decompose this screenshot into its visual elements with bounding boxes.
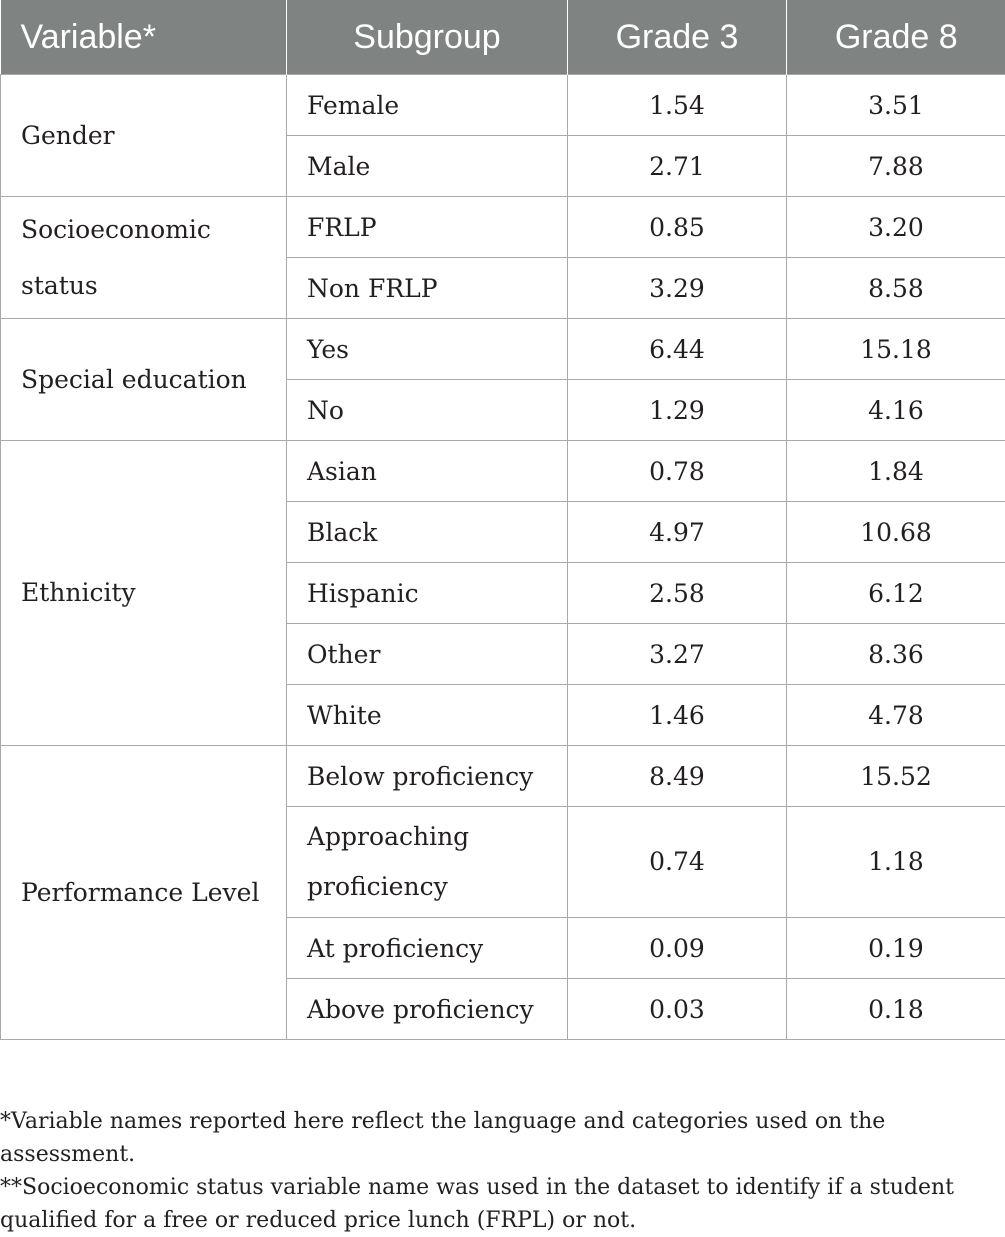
subgroup-cell: At proficiency	[287, 918, 568, 979]
grade3-cell: 1.29	[568, 380, 787, 441]
grade3-cell: 3.27	[568, 624, 787, 685]
grade8-cell: 0.18	[787, 979, 1005, 1040]
table-row	[1, 319, 1005, 380]
grade3-cell: 1.54	[568, 75, 787, 136]
header-subgroup: Subgroup	[287, 0, 568, 75]
variable-line-2: status	[21, 271, 98, 300]
grade3-cell: 0.74	[568, 807, 787, 918]
footnote-1: *Variable names reported here reflect the language and categories used on the assessment.	[0, 1105, 1005, 1171]
table-body	[1, 75, 1005, 1040]
subgroup-cell: Female	[287, 75, 568, 136]
subgroup-cell: FRLP	[287, 197, 568, 258]
subgroup-cell: White	[287, 685, 568, 746]
subgroup-cell: Yes	[287, 319, 568, 380]
subgroup-cell: Male	[287, 136, 568, 197]
table-row	[1, 75, 1005, 136]
grade3-cell: 0.03	[568, 979, 787, 1040]
variable-cell: Special education	[1, 319, 287, 441]
grade3-cell: 4.97	[568, 502, 787, 563]
subgroup-cell: Below proficiency	[287, 746, 568, 807]
header-grade8: Grade 8	[787, 0, 1005, 75]
grade8-cell: 7.88	[787, 136, 1005, 197]
grade3-cell: 2.71	[568, 136, 787, 197]
table-row	[1, 746, 1005, 807]
grade3-cell: 6.44	[568, 319, 787, 380]
grade8-cell: 8.36	[787, 624, 1005, 685]
grade3-cell: 3.29	[568, 258, 787, 319]
grade8-cell: 4.16	[787, 380, 1005, 441]
variable-cell: Performance Level	[1, 746, 287, 1040]
subgroup-cell: No	[287, 380, 568, 441]
grade3-cell: 0.78	[568, 441, 787, 502]
subgroup-cell: Hispanic	[287, 563, 568, 624]
grade3-cell: 2.58	[568, 563, 787, 624]
grade8-cell: 1.84	[787, 441, 1005, 502]
grade8-cell: 1.18	[787, 807, 1005, 918]
subgroup-cell: Asian	[287, 441, 568, 502]
variable-cell	[1, 197, 287, 319]
grade8-cell: 4.78	[787, 685, 1005, 746]
header-row	[1, 0, 1005, 75]
grade8-cell: 10.68	[787, 502, 1005, 563]
variable-line-1: Socioeconomic	[21, 215, 211, 244]
subgroup-cell	[287, 807, 568, 918]
footnote-2: **Socioeconomic status variable name was used in the dataset to identify if a student qualified for a free or reduced price lunch (FRPL) or not.	[0, 1171, 1005, 1237]
grade8-cell: 15.52	[787, 746, 1005, 807]
header-grade3: Grade 3	[568, 0, 787, 75]
subgroup-line-1: Approaching	[307, 822, 469, 851]
grade3-cell: 8.49	[568, 746, 787, 807]
grade8-cell: 15.18	[787, 319, 1005, 380]
grade8-cell: 6.12	[787, 563, 1005, 624]
grade8-cell: 8.58	[787, 258, 1005, 319]
table-row	[1, 197, 1005, 258]
grade8-cell: 3.51	[787, 75, 1005, 136]
grade3-cell: 0.85	[568, 197, 787, 258]
variable-cell: Gender	[1, 75, 287, 197]
subgroup-cell: Above proficiency	[287, 979, 568, 1040]
grade3-cell: 1.46	[568, 685, 787, 746]
subgroup-line-2: proficiency	[307, 872, 448, 901]
table-row	[1, 441, 1005, 502]
grade8-cell: 3.20	[787, 197, 1005, 258]
variable-cell: Ethnicity	[1, 441, 287, 746]
subgroup-cell: Black	[287, 502, 568, 563]
grade3-cell: 0.09	[568, 918, 787, 979]
grade8-cell: 0.19	[787, 918, 1005, 979]
header-variable: Variable*	[1, 0, 287, 75]
table-header	[1, 0, 1005, 75]
subgroup-cell: Other	[287, 624, 568, 685]
subgroup-cell: Non FRLP	[287, 258, 568, 319]
table-footnotes	[0, 1105, 1005, 1237]
